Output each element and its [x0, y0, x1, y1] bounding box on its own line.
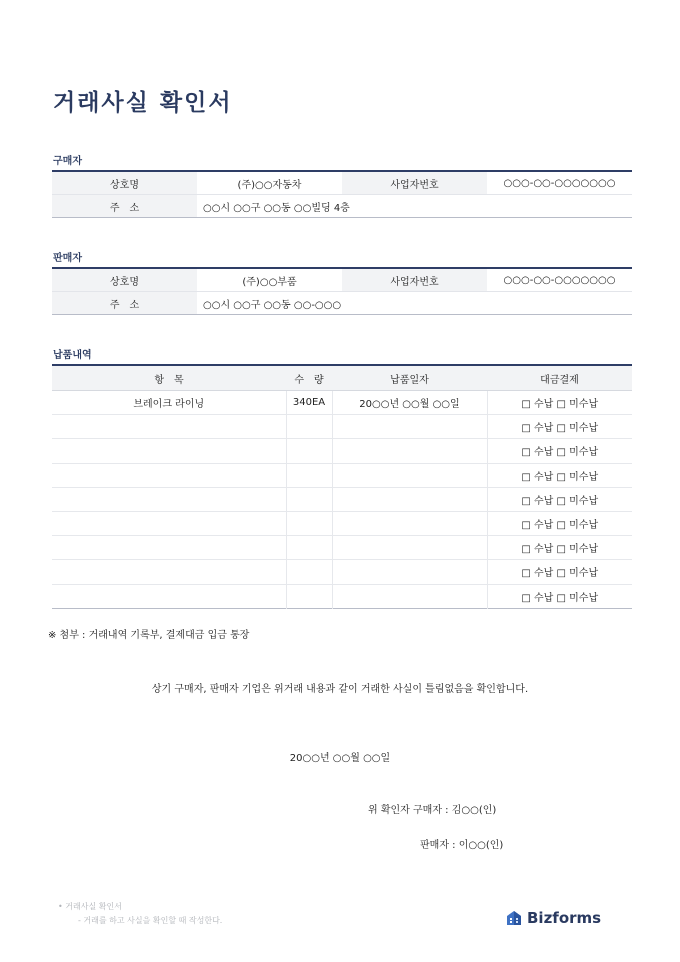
table-row [52, 511, 632, 535]
row-quantity [286, 439, 332, 463]
table-row [52, 487, 632, 511]
seller-name-label: 상호명 [52, 268, 197, 292]
row-item [52, 560, 286, 584]
document-title: 거래사실 확인서 [53, 90, 233, 116]
document-date: 20○○년 ○○월 ○○일 [289, 753, 391, 764]
row-payment: □ 수납 □ 미수납 [521, 592, 599, 604]
attachment-note: ※ 첨부 : 거래내역 기록부, 결제대금 입금 통장 [48, 630, 250, 641]
header-payment: 대금결제 [487, 365, 632, 391]
row-date [332, 560, 487, 584]
seller-address-value: ○○시 ○○구 ○○동 ○○-○○○ [203, 299, 342, 311]
table-row [52, 415, 632, 439]
row-item [52, 487, 286, 511]
row-item [52, 511, 286, 535]
buyer-regno-label: 사업자번호 [342, 171, 487, 195]
row-date [332, 584, 487, 608]
row-payment: □ 수납 □ 미수납 [487, 391, 632, 415]
footer-doc-name: • 거래사실 확인서 [58, 902, 122, 911]
header-delivery-date: 납품일자 [332, 365, 487, 391]
row-date [332, 415, 487, 439]
row-payment: □ 수납 □ 미수납 [487, 415, 632, 439]
row-item [52, 584, 286, 608]
table-row [52, 536, 632, 560]
brand-logo [505, 909, 601, 927]
row-date: 20○○년 ○○월 ○○일 [332, 391, 487, 415]
row-date [332, 463, 487, 487]
row-item [52, 463, 286, 487]
row-date [332, 511, 487, 535]
delivery-section-label: 납품내역 [53, 350, 92, 361]
row-item [52, 536, 286, 560]
buyer-address-value: ○○시 ○○구 ○○동 ○○빌딩 4층 [203, 202, 350, 214]
seller-name-value: (주)○○부품 [197, 268, 342, 292]
buyer-signature: 위 확인자 구매자 : 김○○(인) [368, 805, 497, 816]
header-item: 항 목 [52, 365, 286, 391]
confirmation-statement: 상기 구매자, 판매자 기업은 위거래 내용과 같이 거래한 사실이 틀림없음을 확인합니다. [151, 684, 529, 695]
seller-section-label: 판매자 [53, 253, 82, 264]
buyer-address-label: 주 소 [52, 195, 197, 218]
table-row [52, 560, 632, 584]
seller-regno-value: ○○○-○○-○○○○○○○ [487, 268, 632, 292]
buyer-name-value: (주)○○자동차 [197, 171, 342, 195]
row-payment: □ 수납 □ 미수납 [487, 511, 632, 535]
delivery-table [52, 364, 632, 609]
brand-name: Bizforms [527, 909, 602, 927]
row-payment: □ 수납 □ 미수납 [487, 463, 632, 487]
table-row [52, 463, 632, 487]
buyer-table [52, 170, 632, 218]
row-item: 브레이크 라이닝 [52, 391, 286, 415]
row-quantity [286, 487, 332, 511]
row-quantity [286, 415, 332, 439]
seller-address-label: 주 소 [52, 292, 197, 315]
seller-signature: 판매자 : 이○○(인) [420, 840, 504, 851]
buyer-section-label: 구매자 [53, 156, 82, 167]
seller-regno-label: 사업자번호 [342, 268, 487, 292]
buyer-name-label: 상호명 [52, 171, 197, 195]
building-icon [505, 909, 523, 927]
row-quantity [286, 511, 332, 535]
table-row [52, 584, 632, 608]
row-payment: □ 수납 □ 미수납 [487, 439, 632, 463]
row-payment: □ 수납 □ 미수납 [487, 560, 632, 584]
row-quantity [286, 560, 332, 584]
row-item [52, 439, 286, 463]
row-date [332, 536, 487, 560]
row-quantity [286, 463, 332, 487]
row-quantity [286, 536, 332, 560]
row-quantity: 340EA [286, 391, 332, 415]
row-date [332, 439, 487, 463]
footer-doc-desc: - 거래를 하고 사실을 확인할 때 작성한다. [78, 916, 223, 925]
table-row [52, 439, 632, 463]
header-quantity: 수 량 [286, 365, 332, 391]
buyer-regno-value: ○○○-○○-○○○○○○○ [487, 171, 632, 195]
seller-table [52, 267, 632, 315]
table-row [52, 391, 632, 415]
row-item [52, 415, 286, 439]
row-payment: □ 수납 □ 미수납 [487, 487, 632, 511]
row-date [332, 487, 487, 511]
row-payment: □ 수납 □ 미수납 [487, 536, 632, 560]
row-quantity [286, 584, 332, 608]
